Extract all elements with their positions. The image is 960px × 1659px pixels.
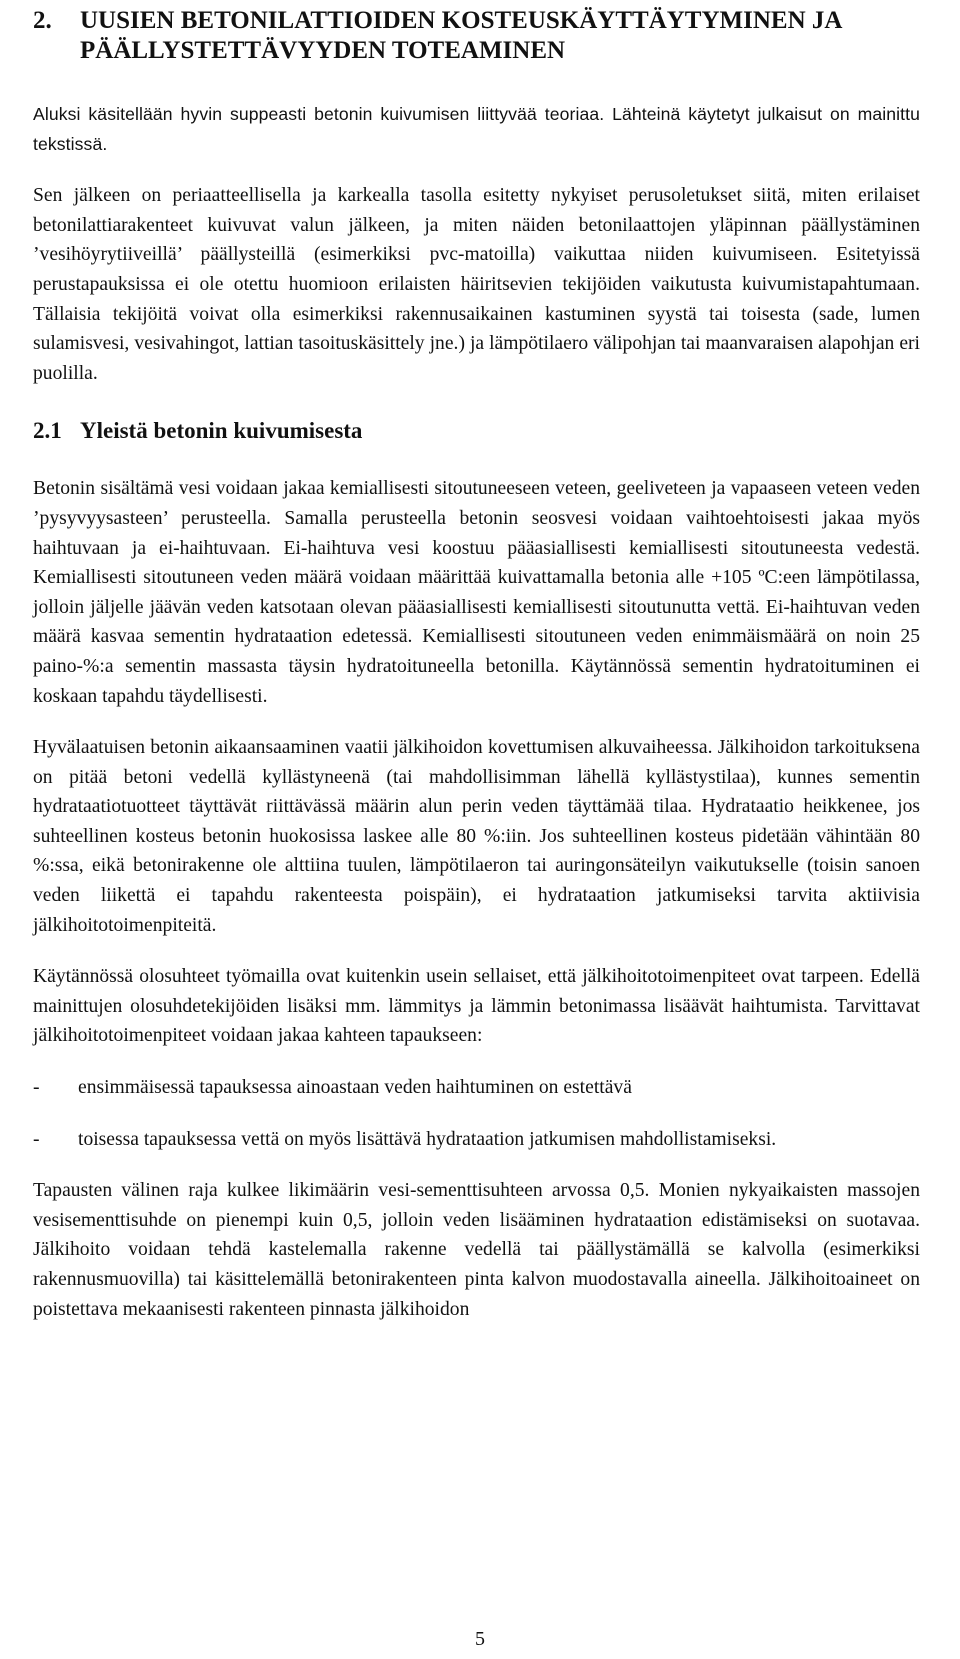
- paragraph-3: Hyvälaatuisen betonin aikaansaaminen vaatii jälkihoidon kovettumisen alkuvaiheessa. Jälkihoidon tarkoituksena on pitää betoni vedellä kyllästyneenä (tai mahdollisimman lähellä kyllästystilaa), kunnes sementin hydrataatiotuotteet täyttävät riittävässä määrin alun perin veden täyttämää tilaa. Hydrataatio heikkenee, jos suhteellinen kosteus betonin huokosissa laskee alle 80 %:iin. Jos suhteellinen kosteus pidetään vähintään 80 %:ssa, eikä betonirakenne ole alttiina tuulen, lämpötilaeron tai auringonsäteilyn vaikutukselle (toisin sanoen veden liikettä ei tapahdu rakenteesta poispäin), ei hydrataation jatkumiseksi tarvita aktiivisia jälkihoitotoimenpiteitä.: [33, 737, 920, 936]
- paragraph-2: Betonin sisältämä vesi voidaan jakaa kemiallisesti sitoutuneeseen veteen, geeliveteen ja vapaaseen veteen veden ’pysyvyysasteen’ perusteella. Samalla perusteella betonin seosvesi voidaan vaihtoehtoisesti jakaa myös haihtuvaan ja ei-haihtuvaan. Ei-haihtuva vesi koostuu pääasiallisesti kemiallisesti sitoutuneesta vedestä. Kemiallisesti sitoutuneen veden määrä voidaan määrittää kuivattamalla betonia alle +105 ºC:een lämpötilassa, jolloin jäljelle jäävän veden katsotaan olevan pääasiallisesti kemiallisesti sitoutunutta vettä. Ei-haihtuvan veden määrä kasvaa sementin hydrataation edetessä. Kemiallisesti sitoutuneen veden enimmäismäärä on noin 25 paino-%:a sementin massasta täysin hydratoituneella betonilla. Käytännössä sementin hydratoituminen ei koskaan tapahdu täydellisesti.: [33, 478, 920, 707]
- chapter-title: UUSIEN BETONILATTIOIDEN KOSTEUSKÄYTTÄYTYMINEN JA PÄÄLLYSTETTÄVYYDEN TOTEAMINEN: [80, 7, 842, 64]
- list-marker: -: [33, 1128, 40, 1150]
- section-title: Yleistä betonin kuivumisesta: [80, 418, 363, 444]
- section-heading: [33, 416, 920, 446]
- paragraph-1: Sen jälkeen on periaatteellisella ja karkealla tasolla esitetty nykyiset perusoletukset siitä, miten erilaiset betonilattiarakenteet kuivuvat valun jälkeen, ja miten näiden betonilaattojen yläpinnan päällystäminen ’vesihöyrytiiveillä’ päällysteillä (esimerkiksi pvc-matoilla) vaikuttaa niiden kuivumiseen. Esitetyissä perustapauksissa ei ole otettu huomioon erilaisten häiritsevien tekijöiden vaikutusta kuivumistapahtumaan. Tällaisia tekijöitä voivat olla esimerkiksi rakennusaikainen kastuminen syystä tai toisesta (sade, lumen sulamisvesi, vesivahingot, lattian tasoituskäsittely jne.) ja lämpötilaero välipohjan tai maanvaraisen alapohjan eri puolilla.: [33, 185, 920, 384]
- list-item-text: ensimmäisessä tapauksessa ainoastaan veden haihtuminen on estettävä: [78, 1077, 632, 1099]
- section-number: 2.1: [33, 418, 62, 444]
- chapter-number: 2.: [33, 7, 52, 34]
- list-marker: -: [33, 1077, 40, 1099]
- list-item: [33, 1125, 920, 1155]
- list-item-text: toisessa tapauksessa vettä on myös lisättävä hydrataation jatkumisen mahdollistamiseksi.: [78, 1128, 777, 1150]
- list-item: [33, 1073, 920, 1103]
- page-number: 5: [475, 1628, 485, 1650]
- intro-paragraph: Aluksi käsitellään hyvin suppeasti betonin kuivumisen liittyvää teoriaa. Lähteinä käytetyt julkaisut on mainittu tekstissä.: [33, 104, 920, 154]
- paragraph-4: Käytännössä olosuhteet työmailla ovat kuitenkin usein sellaiset, että jälkihoitotoimenpiteet ovat tarpeen. Edellä mainittujen olosuhdetekijöiden lisäksi mm. lämmitys ja lämmin betonimassa lisäävät haihtumista. Tarvittavat jälkihoitotoimenpiteet voidaan jakaa kahteen tapaukseen:: [33, 966, 920, 1047]
- chapter-heading: [33, 6, 920, 66]
- paragraph-5: Tapausten välinen raja kulkee likimäärin vesi-sementtisuhteen arvossa 0,5. Monien nykyaikaisten massojen vesisementtisuhde on pienempi kuin 0,5, jolloin veden lisääminen hydrataation edistämiseksi on suotavaa. Jälkihoito voidaan tehdä kastelemalla rakenne vedellä tai päällystämällä se kalvolla (esimerkiksi rakennusmuovilla) tai käsittelemällä betonirakenteen pinta kalvon muodostavalla aineella. Jälkihoitoaineet on poistettava mekaanisesti rakenteen pinnasta jälkihoidon: [33, 1180, 920, 1320]
